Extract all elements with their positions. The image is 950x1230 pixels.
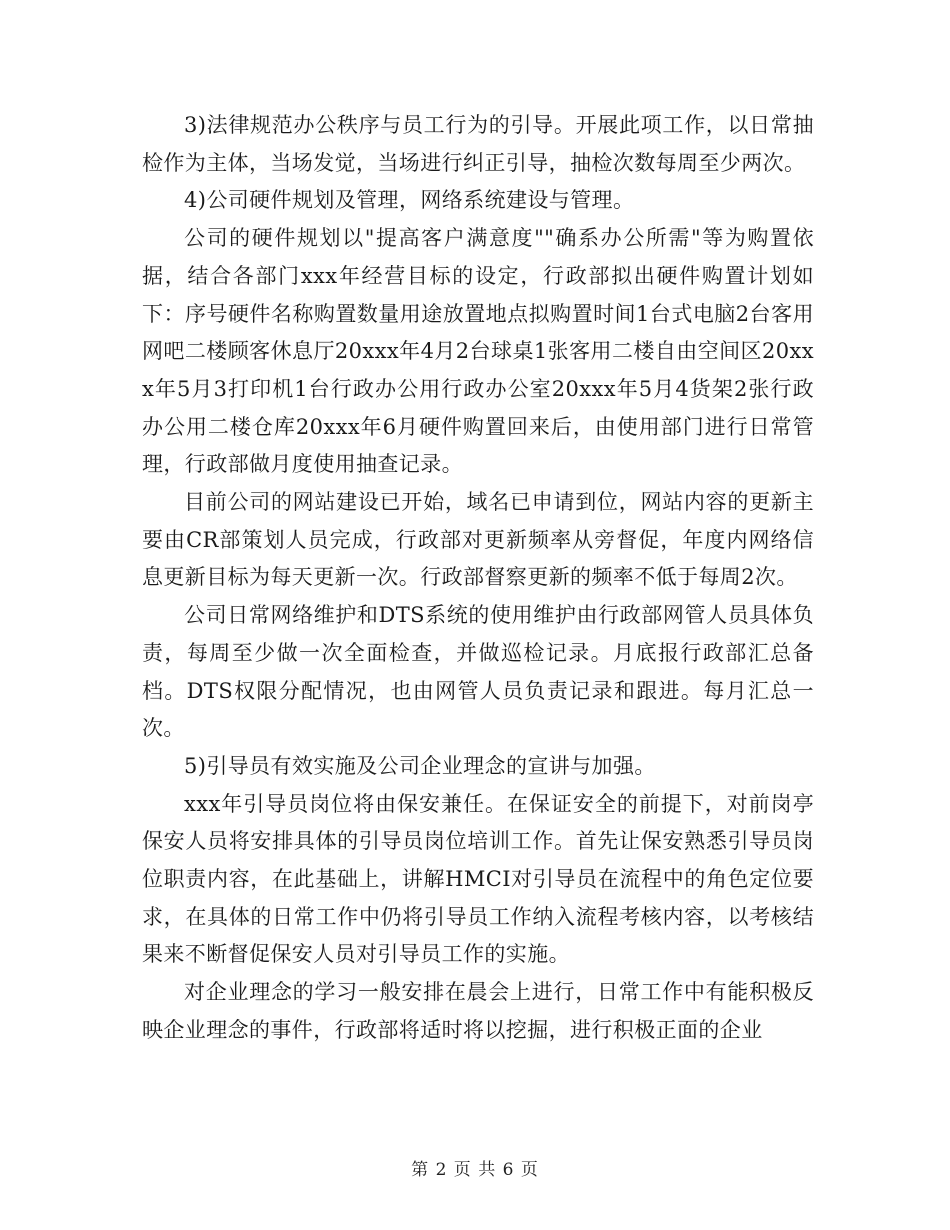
paragraph-guide-heading: 5)引导员有效实施及公司企业理念的宣讲与加强。 [184,753,656,778]
paragraph-hardware-heading: 4)公司硬件规划及管理，网络系统建设与管理。 [184,188,635,213]
paragraph-hardware-plan: 公司的硬件规划以"提高客户满意度""确系办公所需"等为购置依据，结合各部门xxx年经营目标的设定，行政部拟出硬件购置计划如下：序号硬件名称购置数量用途放置地点拟购置时间1台式电脑2台客用网吧二楼顾客休息厅20xxx年4月2台球桌1张客用二楼自由空间区20xxx年5月3打印机1台行政办公用行政办公室20xxx年5月4货架2张行政办公用二楼仓库20xxx年6月硬件购置回来后，由使用部门进行日常管理，行政部做月度使用抽查记录。 [142,226,814,477]
paragraph-guide-training: xxx年引导员岗位将由保安兼任。在保证安全的前提下，对前岗亭保安人员将安排具体的引导员岗位培训工作。首先让保安熟悉引导员岗位职责内容，在此基础上，讲解HMCI对引导员在流程中的角色定位要求，在具体的日常工作中仍将引导员工作纳入流程考核内容，以考核结果来不断督促保安人员对引导员工作的实施。 [142,791,814,967]
document-body [142,107,814,1050]
paragraph-office-order: 3)法律规范办公秩序与员工行为的引导。开展此项工作，以日常抽检作为主体，当场发觉，当场进行纠正引导，抽检次数每周至少两次。 [142,113,814,175]
page-number-footer: 第 2 页 共 6 页 [411,1160,539,1180]
paragraph-corporate-philosophy: 对企业理念的学习一般安排在晨会上进行，日常工作中有能积极反映企业理念的事件，行政部将适时将以挖掘，进行积极正面的企业 [142,980,814,1042]
paragraph-network-maintenance: 公司日常网络维护和DTS系统的使用维护由行政部网管人员具体负责，每周至少做一次全面检查，并做巡检记录。月底报行政部汇总备档。DTS权限分配情况，也由网管人员负责记录和跟进。每月汇总一次。 [142,603,814,741]
paragraph-website: 目前公司的网站建设已开始，域名已申请到位，网站内容的更新主要由CR部策划人员完成，行政部对更新频率从旁督促，年度内网络信息更新目标为每天更新一次。行政部督察更新的频率不低于每周2次。 [142,490,814,590]
